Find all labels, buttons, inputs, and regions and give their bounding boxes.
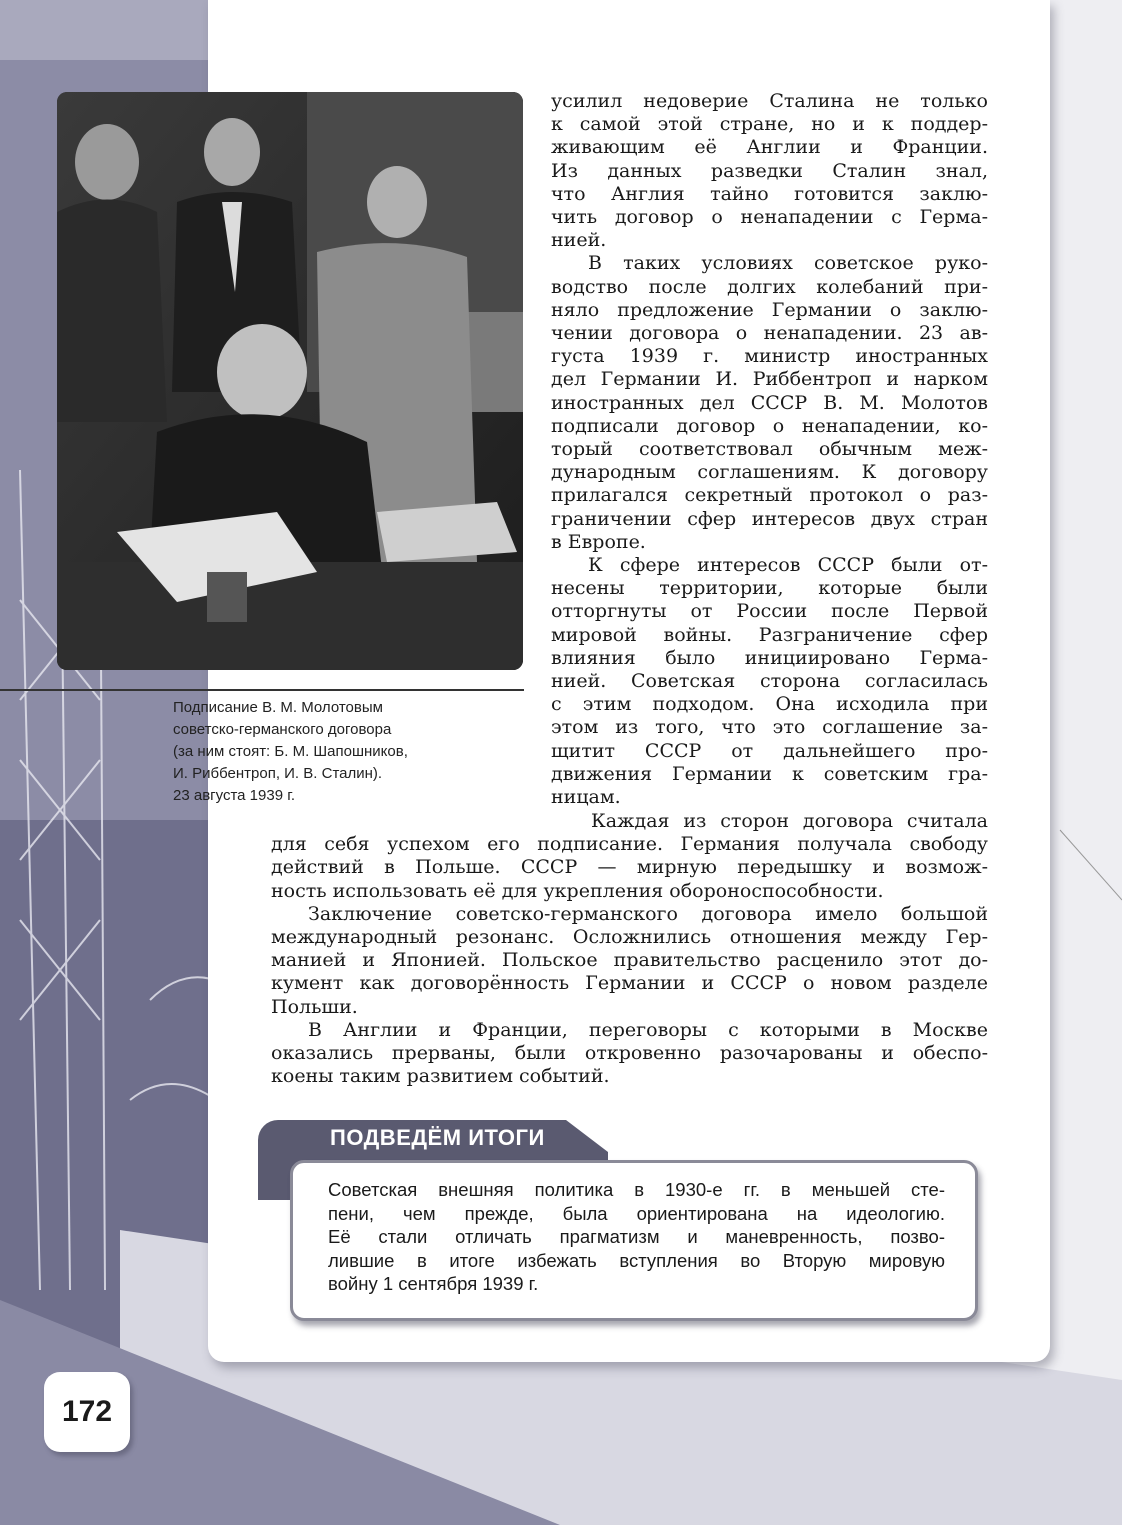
text-line: международный резонанс. Осложнились отношения между Гер- xyxy=(271,926,988,949)
summary-line: Советская внешняя политика в 1930-е гг. в меньшей сте- xyxy=(328,1179,945,1200)
summary-line: лившие в итоге избежать вступления во Вторую мировую xyxy=(328,1249,945,1271)
text-line: Польши. xyxy=(271,995,358,1018)
caption-rule xyxy=(0,689,524,691)
text-line: отторгнуты от России после Первой xyxy=(551,600,988,623)
text-line: В Англии и Франции, переговоры с которыми в Москве xyxy=(308,1018,988,1041)
text-line: К сфере интересов СССР были от- xyxy=(588,554,988,577)
summary-title: ПОДВЕДЁМ ИТОГИ xyxy=(330,1125,545,1150)
text-line: движения Германии к советским гра- xyxy=(551,762,988,785)
caption-line: И. Риббентроп, И. В. Сталин). xyxy=(173,765,383,782)
text-line: густа 1939 г. министр иностранных xyxy=(551,345,988,368)
text-line: манией и Японией. Польское правительство расценило этот до- xyxy=(271,949,988,972)
caption-line: советско-германского договора xyxy=(173,721,392,738)
text-line: В таких условиях советское руко- xyxy=(588,252,988,275)
caption-line: 23 августа 1939 г. xyxy=(173,787,296,804)
text-line: кумент как договорённость Германии и СССР о новом разделе xyxy=(271,972,988,995)
text-line: няло предложение Германии о заклю- xyxy=(551,298,988,321)
text-line: оказались прерваны, были откровенно разочарованы и обеспо- xyxy=(271,1042,988,1065)
summary-line: войну 1 сентября 1939 г. xyxy=(328,1273,539,1294)
text-line: прилагался секретный протокол о раз- xyxy=(551,484,988,507)
text-line: несены территории, которые были xyxy=(551,577,988,600)
text-line: водство после долгих колебаний при- xyxy=(551,275,988,298)
text-line: иностранных дел СССР В. М. Молотов xyxy=(551,391,988,414)
page-number: 172 xyxy=(44,1372,130,1452)
text-line: ницам. xyxy=(551,786,621,809)
text-line: Заключение советско-германского договора имело большой xyxy=(308,902,988,925)
text-line: что Англия тайно готовится заклю- xyxy=(551,182,988,205)
text-line: подписали договор о ненападении, ко- xyxy=(551,414,988,437)
text-line: дел Германии И. Риббентроп и нарком xyxy=(551,368,988,391)
text-line: щитит СССР от дальнейшего про- xyxy=(551,739,988,762)
summary-line: Её стали отличать прагматизм и маневренность, позво- xyxy=(328,1226,945,1247)
text-line: Из данных разведки Сталин знал, xyxy=(551,159,988,182)
text-line: влияния было инициировано Герма- xyxy=(551,646,988,669)
text-line: нией. Советская сторона согласилась xyxy=(551,670,988,693)
text-line: усилил недоверие Сталина не только xyxy=(551,90,988,112)
text-line: граничении сфер интересов двух стран xyxy=(551,507,988,530)
text-line: для себя успехом его подписание. Германия получала свободу xyxy=(271,833,988,856)
text-line: чить договор о ненападении с Герма- xyxy=(551,206,988,229)
text-line: коены таким развитием событий. xyxy=(271,1065,610,1088)
photo-caption xyxy=(173,697,503,807)
text-line: нией. xyxy=(551,229,607,252)
wide-text xyxy=(271,810,988,1088)
column-text xyxy=(551,90,988,809)
caption-line: Подписание В. М. Молотовым xyxy=(173,699,383,716)
text-line: этом из того, что это соглашение за- xyxy=(551,716,988,739)
text-line: к самой этой стране, но и к поддер- xyxy=(551,113,988,136)
text-line: чении договора о ненападении. 23 ав- xyxy=(551,322,988,345)
text-line: действий в Польше. СССР — мирную передышку и возмож- xyxy=(271,856,988,879)
text-line: дународным соглашениям. К договору xyxy=(551,461,988,484)
text-line: торый соответствовал обычным меж- xyxy=(551,438,988,461)
text-line: с этим подходом. Она исходила при xyxy=(551,693,988,716)
text-line: живающим её Англии и Франции. xyxy=(551,136,988,159)
caption-line: (за ним стоят: Б. М. Шапошников, xyxy=(173,743,408,760)
historical-photo xyxy=(57,92,523,670)
summary-line: пени, чем прежде, была ориентирована на идеологию. xyxy=(328,1202,945,1224)
text-line: в Европе. xyxy=(551,530,646,553)
text-line: мировой войны. Разграничение сфер xyxy=(551,623,988,646)
text-line: Каждая из сторон договора считала xyxy=(591,810,988,832)
text-line: ность использовать её для укрепления обороноспособности. xyxy=(271,879,884,902)
summary-text xyxy=(328,1178,945,1296)
